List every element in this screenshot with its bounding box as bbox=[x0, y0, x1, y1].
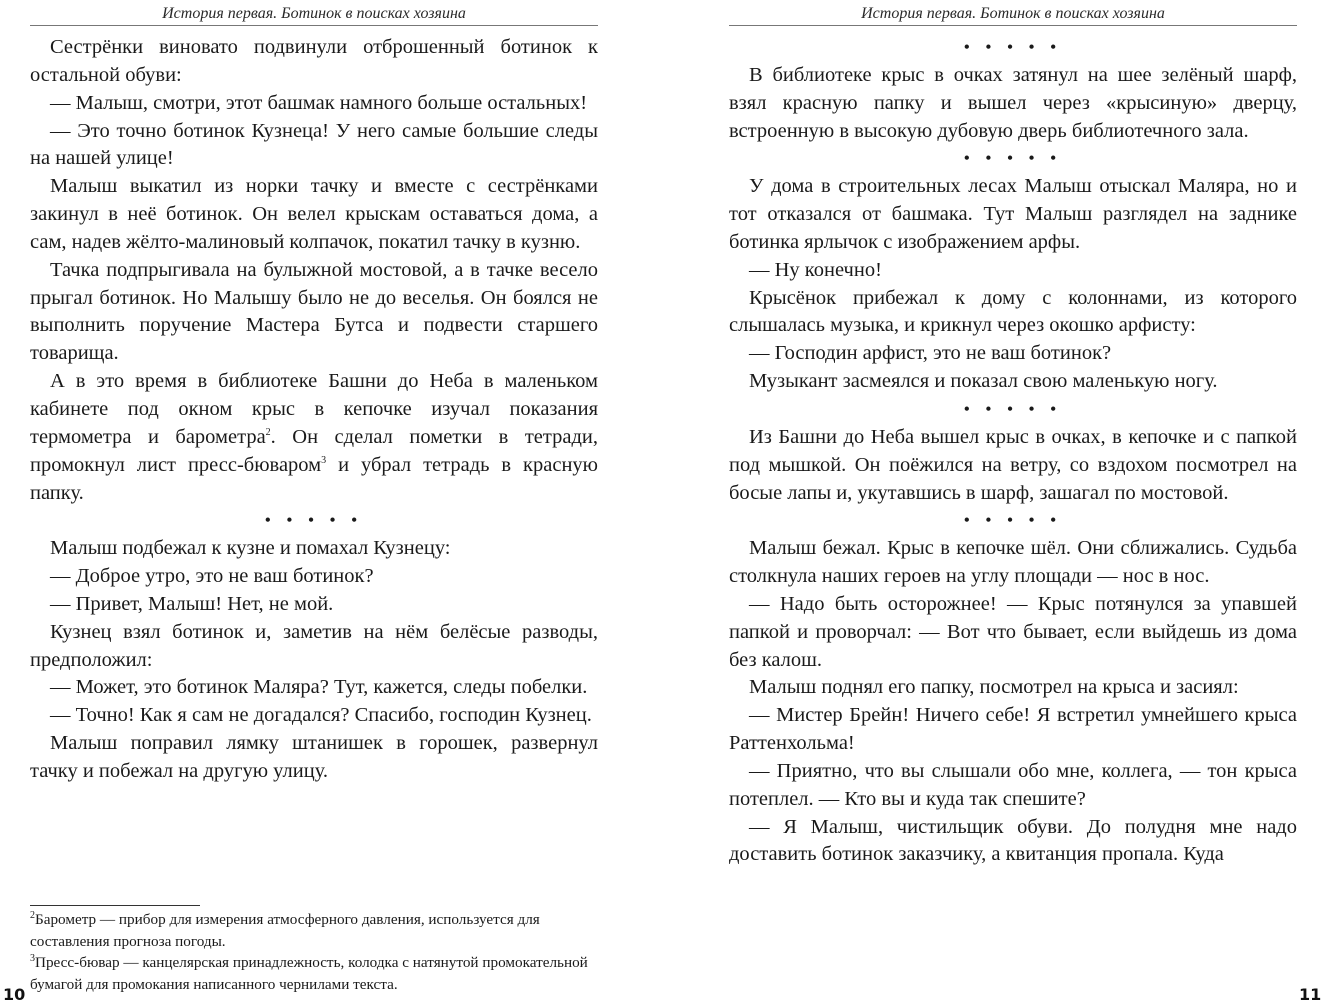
footnote-mark: 2 bbox=[30, 909, 35, 921]
paragraph-text: Крысёнок прибежал к дому с колоннами, из которого слышалась музыка, и крикнул через окошко арфисту: bbox=[729, 286, 1297, 337]
paragraph-text: и убрал тетрадь в красную папку. bbox=[30, 453, 598, 504]
paragraph bbox=[729, 758, 1297, 814]
paragraph-text: Малыш поправил лямку штанишек в горошек, развернул тачку и побежал на другую улицу. bbox=[30, 732, 598, 782]
paragraph bbox=[729, 535, 1297, 591]
running-head: История первая. Ботинок в поисках хозяина bbox=[30, 5, 598, 26]
paragraph-text: У дома в строительных лесах Малыш отыскал Маляра, но и тот отказался от башмака. Тут Малыш разглядел на заднике ботинка ярлычок с изображением арфы. bbox=[729, 175, 1297, 253]
paragraph bbox=[729, 173, 1297, 257]
paragraph bbox=[30, 702, 598, 730]
footnote-text: Пресс-бювар — канцелярская принадлежность, колодка с натянутой промокательной бумагой для промокания написанного чернилами текста. bbox=[30, 954, 588, 993]
paragraph bbox=[729, 424, 1297, 508]
paragraph-text: — Это точно ботинок Кузнеца! У него самые большие следы на нашей улице! bbox=[30, 119, 598, 170]
paragraph bbox=[30, 34, 598, 90]
running-head: История первая. Ботинок в поисках хозяина bbox=[729, 5, 1297, 26]
paragraph bbox=[729, 591, 1297, 675]
paragraph bbox=[30, 591, 598, 619]
paragraph-text: Из Башни до Неба вышел крыс в очках, в кепочке и с папкой под мышкой. Он поёжился на ветру, со вздохом посмотрел на босые лапы и, укутавшись в шарф, зашагал по мостовой. bbox=[729, 425, 1297, 504]
paragraph bbox=[729, 674, 1297, 702]
paragraph-text: — Приятно, что вы слышали обо мне, коллега, — тон крыса потеплел. — Кто вы и куда так спешите? bbox=[729, 759, 1297, 810]
paragraph-text: — Доброе утро, это не ваш ботинок? bbox=[50, 565, 374, 588]
paragraph-text: — Привет, Малыш! Нет, не мой. bbox=[50, 592, 334, 615]
paragraph bbox=[30, 619, 598, 675]
paragraph-text: Малыш выкатил из норки тачку и вместе с сестрёнками закинул в неё ботинок. Он велел крыскам оставаться дома, а сам, надев жёлто-малиновый колпачок, покатил тачку в кузню. bbox=[30, 175, 598, 253]
paragraph bbox=[729, 285, 1297, 341]
footnote-rule bbox=[30, 905, 200, 906]
paragraph bbox=[30, 90, 598, 118]
footnote bbox=[30, 952, 598, 995]
footnote bbox=[30, 909, 598, 952]
text-block bbox=[729, 34, 1297, 869]
paragraph-text: В библиотеке крыс в очках затянул на шее зелёный шарф, взял красную папку и вышел через «крысиную» дверцу, встроенную в высокую дубовую дверь библиотечного зала. bbox=[729, 63, 1297, 142]
paragraph-text: — Ну конечно! bbox=[749, 258, 882, 281]
paragraph-text: — Мистер Брейн! Ничего себе! Я встретил умнейшего крыса Раттенхольма! bbox=[729, 704, 1297, 755]
footnotes bbox=[30, 905, 598, 995]
section-separator: • • • • • bbox=[963, 512, 1062, 530]
paragraph bbox=[729, 62, 1297, 146]
paragraph bbox=[30, 535, 598, 563]
paragraph-text: Сестрёнки виновато подвинули отброшенный ботинок к остальной обуви: bbox=[30, 36, 598, 86]
page-number: 11 bbox=[1299, 985, 1322, 1004]
right-page bbox=[661, 0, 1322, 1007]
paragraph-text: . Он сделал пометки в тетради, промокнул лист пресс-бюваром bbox=[30, 425, 598, 476]
paragraph-text: — Господин арфист, это не ваш ботинок? bbox=[749, 342, 1112, 365]
footnote-text: Барометр — прибор для измерения атмосферного давления, используется для составления прогноза погоды. bbox=[30, 911, 540, 950]
paragraph-text: — Малыш, смотри, этот башмак намного больше остальных! bbox=[50, 91, 588, 114]
paragraph bbox=[30, 674, 598, 702]
paragraph-text: А в это время в библиотеке Башни до Неба в маленьком кабинете под окном крыс в кепочке изучал показания термометра и барометра bbox=[30, 370, 598, 448]
paragraph bbox=[30, 563, 598, 591]
paragraph-text: Тачка подпрыгивала на булыжной мостовой, а в тачке весело прыгал ботинок. Но Малышу было не до веселья. Он боялся не выполнить поручение Мастера Бутса и подвести старшего товарища. bbox=[30, 258, 598, 365]
paragraph bbox=[729, 702, 1297, 758]
section-separator: • • • • • bbox=[963, 39, 1062, 56]
paragraph-text: Малыш бежал. Крыс в кепочке шёл. Они сближались. Судьба столкнула наших героев на углу площади — нос в нос. bbox=[729, 537, 1297, 588]
paragraph-text: Малыш подбежал к кузне и помахал Кузнецу: bbox=[50, 537, 451, 560]
paragraph-text: — Я Малыш, чистильщик обуви. До полудня мне надо доставить ботинок заказчику, а квитанция пропала. Куда bbox=[729, 815, 1297, 866]
footnote-ref: 3 bbox=[321, 454, 327, 466]
text-block bbox=[30, 34, 598, 786]
paragraph bbox=[729, 368, 1297, 396]
page-number: 10 bbox=[3, 985, 26, 1004]
paragraph-text: Музыкант засмеялся и показал свою маленькую ногу. bbox=[749, 370, 1218, 393]
paragraph-text: — Точно! Как я сам не догадался? Спасибо, господин Кузнец. bbox=[50, 704, 592, 727]
paragraph-text: Кузнец взял ботинок и, заметив на нём белёсые разводы, предположил: bbox=[30, 620, 598, 671]
footnote-ref: 2 bbox=[265, 426, 271, 438]
paragraph-text: Малыш поднял его папку, посмотрел на крыса и засиял: bbox=[749, 676, 1239, 699]
paragraph bbox=[30, 118, 598, 174]
paragraph bbox=[729, 814, 1297, 870]
paragraph-text: — Может, это ботинок Маляра? Тут, кажется, следы побелки. bbox=[50, 676, 588, 699]
section-separator: • • • • • bbox=[264, 512, 363, 530]
paragraph bbox=[30, 730, 598, 786]
section-separator: • • • • • bbox=[963, 150, 1062, 168]
paragraph bbox=[30, 368, 598, 507]
footnote-mark: 3 bbox=[30, 952, 35, 964]
paragraph bbox=[729, 257, 1297, 285]
paragraph bbox=[729, 340, 1297, 368]
paragraph bbox=[30, 257, 598, 368]
paragraph bbox=[30, 173, 598, 257]
section-separator: • • • • • bbox=[963, 400, 1062, 418]
paragraph-text: — Надо быть осторожнее! — Крыс потянулся за упавшей папкой и проворчал: — Вот что бывает, если выйдешь из дома без калош. bbox=[729, 592, 1297, 671]
